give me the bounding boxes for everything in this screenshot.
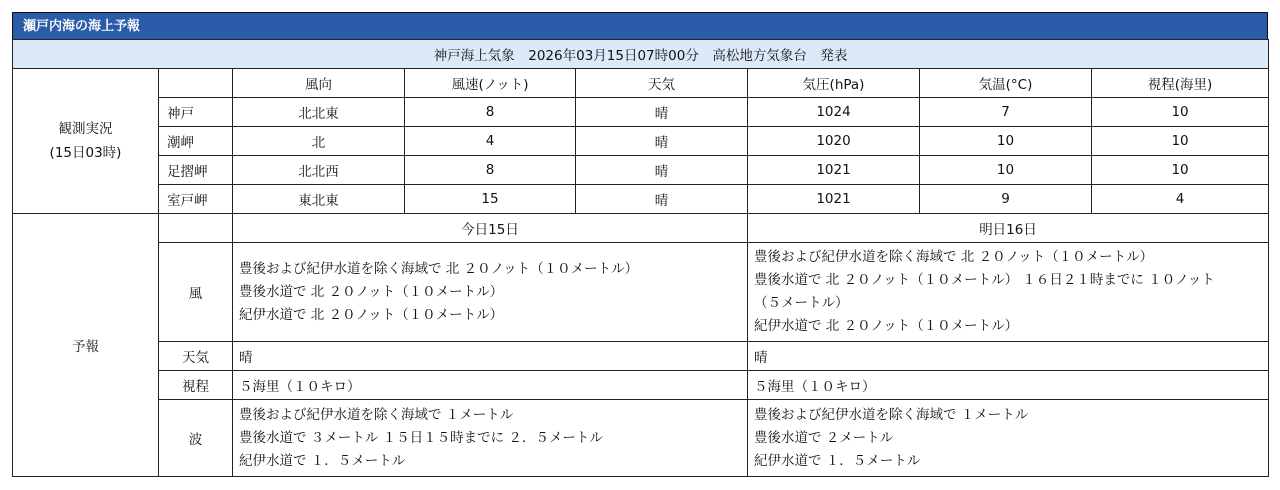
station-name: 神戸 — [159, 98, 233, 127]
cell-wind-speed: 8 — [405, 98, 576, 127]
wind-day2-line: 豊後水道で 北 ２０ノット（１０メートル） １６日２１時までに １０ノット — [754, 272, 1215, 288]
station-name: 潮岬 — [159, 127, 233, 156]
cell-wind-direction: 北 — [233, 127, 405, 156]
day1-header: 今日15日 — [233, 214, 748, 243]
weather-row — [13, 342, 1269, 371]
cell-weather: 晴 — [576, 156, 748, 185]
wave-label: 波 — [159, 400, 233, 477]
wind-day2-line: （５メートル） — [754, 295, 849, 311]
wave-day1 — [233, 400, 748, 477]
wind-day1 — [233, 243, 748, 342]
wind-day2 — [748, 243, 1269, 342]
table-row — [13, 127, 1269, 156]
wind-day1-line: 紀伊水道で 北 ２０ノット（１０メートル） — [239, 306, 504, 323]
panel-title: 瀬戸内海の海上予報 — [12, 12, 1268, 39]
day2-header: 明日16日 — [748, 214, 1269, 243]
visibility-row — [13, 371, 1269, 400]
marine-forecast-panel — [12, 12, 1268, 477]
cell-visibility: 10 — [1092, 98, 1269, 127]
cell-pressure: 1020 — [748, 127, 920, 156]
observation-label-line1: 観測実況 — [58, 121, 113, 137]
wave-row — [13, 400, 1269, 477]
wind-day1-line: 豊後および紀伊水道を除く海域で 北 ２０ノット（１０メートル） — [239, 260, 639, 277]
wave-day2-line: 豊後水道で ２メートル — [754, 429, 894, 446]
forecast-table — [12, 39, 1269, 477]
wave-day1-line: 紀伊水道で １．５メートル — [239, 452, 406, 469]
station-name: 室戸岬 — [159, 185, 233, 214]
observation-label-line2: (15日03時) — [49, 145, 122, 161]
cell-weather: 晴 — [576, 185, 748, 214]
cell-wind-direction: 北北西 — [233, 156, 405, 185]
header-temperature: 気温(°C) — [920, 69, 1092, 98]
cell-temperature: 10 — [920, 156, 1092, 185]
table-row — [13, 98, 1269, 127]
wind-day1-line: 豊後水道で 北 ２０ノット（１０メートル） — [239, 283, 504, 300]
wind-label: 風 — [159, 243, 233, 342]
header-wind-speed: 風速(ノット) — [405, 69, 576, 98]
wind-day2-line: 紀伊水道で 北 ２０ノット（１０メートル） — [754, 318, 1019, 334]
visibility-day2: ５海里（１０キロ） — [748, 371, 1269, 400]
weather-day1: 晴 — [233, 342, 748, 371]
table-row — [13, 185, 1269, 214]
wave-day2 — [748, 400, 1269, 477]
cell-wind-speed: 15 — [405, 185, 576, 214]
header-pressure: 気圧(hPa) — [748, 69, 920, 98]
day-header-blank — [159, 214, 233, 243]
cell-visibility: 4 — [1092, 185, 1269, 214]
wave-day1-line: 豊後および紀伊水道を除く海域で １メートル — [239, 406, 514, 423]
cell-temperature: 7 — [920, 98, 1092, 127]
wind-row — [13, 243, 1269, 342]
cell-temperature: 10 — [920, 127, 1092, 156]
cell-weather: 晴 — [576, 98, 748, 127]
weather-label: 天気 — [159, 342, 233, 371]
wind-day2-line: 豊後および紀伊水道を除く海域で 北 ２０ノット（１０メートル） — [754, 249, 1154, 265]
header-visibility: 視程(海里) — [1092, 69, 1269, 98]
forecast-label: 予報 — [13, 214, 159, 477]
cell-pressure: 1024 — [748, 98, 920, 127]
cell-wind-speed: 8 — [405, 156, 576, 185]
visibility-label: 視程 — [159, 371, 233, 400]
cell-wind-direction: 東北東 — [233, 185, 405, 214]
wave-day2-line: 紀伊水道で １．５メートル — [754, 452, 921, 469]
cell-visibility: 10 — [1092, 127, 1269, 156]
visibility-day1: ５海里（１０キロ） — [233, 371, 748, 400]
table-row — [13, 156, 1269, 185]
cell-temperature: 9 — [920, 185, 1092, 214]
weather-day2: 晴 — [748, 342, 1269, 371]
observation-label — [13, 69, 159, 214]
station-header-blank — [159, 69, 233, 98]
header-weather: 天気 — [576, 69, 748, 98]
station-name: 足摺岬 — [159, 156, 233, 185]
header-wind-direction: 風向 — [233, 69, 405, 98]
cell-weather: 晴 — [576, 127, 748, 156]
issue-line: 神戸海上気象 2026年03月15日07時00分 高松地方気象台 発表 — [13, 40, 1269, 69]
wave-day1-line: 豊後水道で ３メートル １５日１５時までに ２．５メートル — [239, 429, 603, 446]
cell-pressure: 1021 — [748, 156, 920, 185]
cell-pressure: 1021 — [748, 185, 920, 214]
cell-wind-direction: 北北東 — [233, 98, 405, 127]
wave-day2-line: 豊後および紀伊水道を除く海域で １メートル — [754, 406, 1029, 423]
cell-wind-speed: 4 — [405, 127, 576, 156]
cell-visibility: 10 — [1092, 156, 1269, 185]
